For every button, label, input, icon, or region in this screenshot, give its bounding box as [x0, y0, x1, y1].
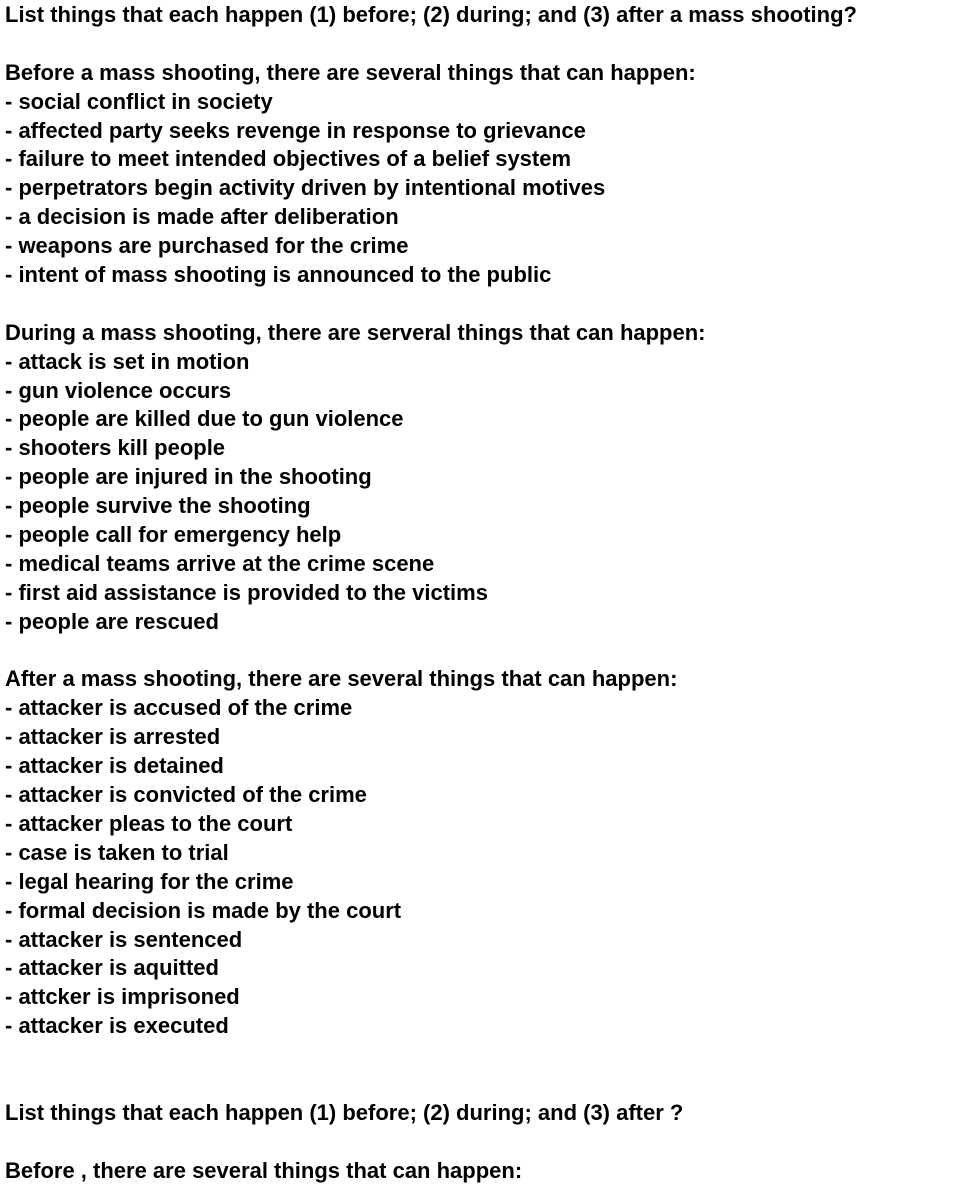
list-item: - failure to meet intended objectives of a belief system	[5, 146, 572, 172]
list-item: - shooters kill people	[5, 435, 226, 461]
question-text: List things that each happen (1) before; (2) during; and (3) after a mass shooting?	[5, 2, 857, 27]
list-item: - formal decision is made by the court	[5, 897, 402, 923]
during-section	[5, 319, 950, 637]
list-item: - people call for emergency help	[5, 522, 342, 548]
spacer	[5, 1128, 950, 1157]
after-heading: After a mass shooting, there are several things that can happen:	[5, 666, 678, 692]
list-item: - attacker is accused of the crime	[5, 695, 353, 721]
list-item: - attcker is imprisoned	[5, 984, 240, 1010]
list-item: - legal hearing for the crime	[5, 868, 294, 894]
list-item: - attacker is convicted of the crime	[5, 782, 367, 808]
list-item: - weapons are purchased for the crime	[5, 233, 409, 259]
before-heading: Before a mass shooting, there are several things that can happen:	[5, 59, 696, 85]
list-item: - case is taken to trial	[5, 839, 229, 865]
list-item: - medical teams arrive at the crime scene	[5, 550, 435, 576]
list-item: - attacker is executed	[5, 1013, 229, 1039]
list-item: - gun violence occurs	[5, 377, 232, 403]
spacer	[5, 1041, 950, 1099]
list-item: - people are killed due to gun violence	[5, 406, 404, 432]
after-section	[5, 665, 950, 1041]
list-item: - intent of mass shooting is announced to the public	[5, 262, 552, 288]
list-item: - social conflict in society	[5, 88, 273, 114]
list-item: - people are injured in the shooting	[5, 464, 372, 490]
list-item: - attacker is arrested	[5, 724, 221, 750]
spacer	[5, 30, 950, 59]
list-item: - attacker pleas to the court	[5, 810, 293, 836]
list-item: - attack is set in motion	[5, 348, 250, 374]
during-heading: During a mass shooting, there are serveral things that can happen:	[5, 319, 706, 345]
list-item: - attacker is aquitted	[5, 955, 219, 981]
before-section	[5, 59, 950, 290]
document-body	[5, 1, 950, 1186]
list-item: - attacker is sentenced	[5, 926, 243, 952]
list-item: - a decision is made after deliberation	[5, 204, 399, 230]
spacer	[5, 290, 950, 319]
template-question-text: List things that each happen (1) before; (2) during; and (3) after ?	[5, 1099, 684, 1125]
template-before-heading: Before , there are several things that can happen:	[5, 1157, 523, 1183]
list-item: - people survive the shooting	[5, 493, 311, 519]
list-item: - attacker is detained	[5, 753, 224, 779]
list-item: - affected party seeks revenge in response to grievance	[5, 117, 586, 143]
list-item: - perpetrators begin activity driven by intentional motives	[5, 175, 606, 201]
list-item: - first aid assistance is provided to the victims	[5, 579, 488, 605]
list-item: - people are rescued	[5, 608, 219, 634]
spacer	[5, 637, 950, 666]
